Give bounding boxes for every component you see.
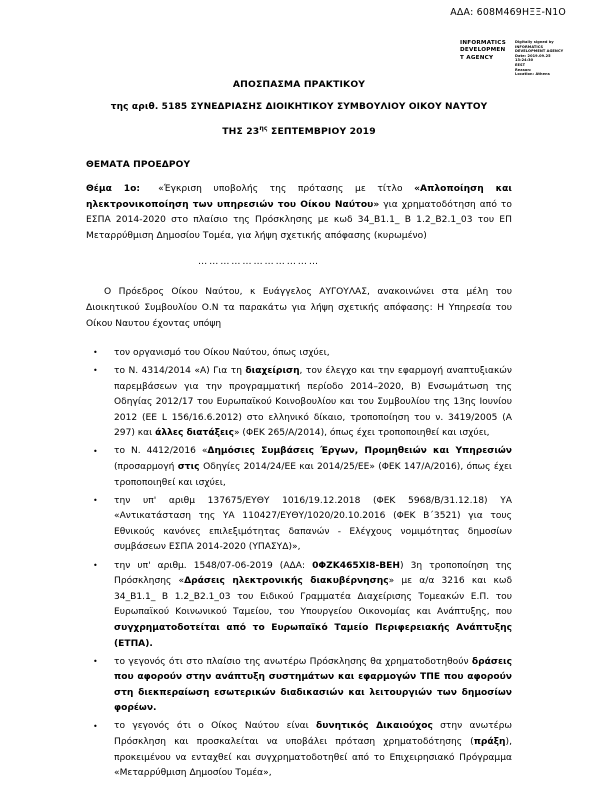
bullet-organismos	[86, 346, 512, 362]
list-item-text: » με α/α 3216 και κωδ 34_Β1.1_ Β 1.2_Β2.1_03 του Ειδικού Γραμματέα Διαχείρισης Τομεακών Ε.Π. του Ευρωπαϊκού Κοινωνικού Ταμείου, του Υπουργείου Οικονομίας και Ανάπτυξης, που	[114, 576, 513, 618]
document-body	[86, 74, 512, 784]
signature-line-6: Reason:	[515, 67, 532, 72]
list-item-text: το Ν. 4314/2014 «Α) Για τη	[114, 365, 246, 376]
topic-separator-dots: ……………………………	[198, 256, 320, 268]
list-item-emphasis: άλλες διατάξεις	[155, 428, 234, 439]
document-subtitle-session: της αριθ. 5185 ΣΥΝΕΔΡΙΑΣΗΣ ΔΙΟΙΚΗΤΙΚΟΥ ΣΥΜΒΟΥΛΙΟΥ ΟΙΚΟΥ ΝΑΥΤΟΥ	[110, 102, 488, 112]
list-item-emphasis: δράσεις που αφορούν στην ανάπτυξη συστημάτων και εφαρμογών ΤΠΕ που αφορούν στη διεκπεραίωση εσωτερικών διαδικασιών και λειτουργιών των δημοσίων φορέων.	[114, 656, 512, 714]
agency-name-line-2: DEVELOPMEN	[460, 47, 506, 54]
ada-protocol-stamp: ΑΔΑ: 608Μ469ΗΞΞ-Ν1Ο	[450, 7, 566, 18]
topic-text-part2: για χρηματοδότηση από το ΕΣΠΑ 2014-2020 στο πλαίσιο της Πρόσκλησης με κωδ 34_Β1.1_ Β 1.2_Β2.1_03 του ΕΠ Μεταρρύθμιση Δημοσίου Τομέα, για λήψη σχετικής απόφασης (κυρωμένο)	[86, 199, 512, 241]
bullet-gegonos-plaisio	[86, 655, 512, 717]
list-item-text: » (ΦΕΚ 265/Α/2014), όπως έχει τροποποιηθεί και ισχύει,	[233, 428, 490, 439]
signature-line-5: EEST	[515, 62, 526, 67]
list-item-text: το γεγονός ότι ο Οίκος Ναύτου είναι	[114, 721, 317, 732]
list-item-text: Οδηγίες 2014/24/ΕΕ και 2014/25/ΕΕ» (ΦΕΚ 147/Α/2016), όπως έχει τροποποιηθεί και ισχύει,	[114, 461, 512, 488]
list-item-emphasis: πράξη	[473, 737, 506, 748]
list-item-text: , τον έλεγχο και την εφαρμογή αναπτυξιακών παρεμβάσεων για την προγραμματική περίοδο 2014–2020, Β) Ενσωμάτωση της Οδηγίας 2012/17 του Ευρωπαϊκού Κοινοβουλίου και του Συμβουλίου της 13ης Ιουνίου 2012 (ΕΕ L 156/16.6.2012) στο ελληνικό δίκαιο, τροποποίηση του ν. 3419/2005 (Α 297) και	[114, 365, 512, 439]
date-ordinal-suffix: ης	[259, 125, 268, 132]
bullet-gegonos-dikaiouxos	[86, 719, 512, 781]
signature-line-7: Location: Athens	[515, 72, 550, 77]
list-item-emphasis: διαχείριση	[245, 365, 300, 376]
agency-name-line-3: T AGENCY	[460, 54, 494, 61]
document-title: ΑΠΟΣΠΑΣΜΑ ΠΡΑΚΤΙΚΟΥ	[232, 79, 366, 90]
date-prefix: ΤΗΣ 23	[222, 126, 260, 138]
agency-name	[460, 40, 512, 62]
list-item-emphasis: δυνητικός Δικαιούχος	[316, 721, 433, 732]
bullet-n4314	[86, 364, 512, 442]
topic-label: Θέμα 1ο:	[86, 184, 141, 195]
topic-title-bold: «Απλοποίηση και ηλεκτρονικοποίηση των υπηρεσιών του Οίκου Ναύτου»	[86, 184, 513, 210]
list-item-emphasis: 0ΦΖΚ465ΧΙ8-ΒΕΗ	[312, 560, 401, 571]
bullet-n4412	[86, 444, 512, 491]
document-subtitle-date	[86, 118, 512, 143]
list-item-text: ), προκειμένου να ενταχθεί και συγχρηματοδοτηθεί από το Επιχειρησιακό Πρόγραμμα «Μεταρρύθμιση Δημοσίου Τομέα»,	[114, 737, 512, 779]
signature-line-2: INFORMATICS	[515, 44, 544, 49]
president-paragraph-text: Ο Πρόεδρος Οίκου Ναύτου, κ Ευάγγελος ΑΥΓΟΥΛΑΣ, ανακοινώνει στα μέλη του Διοικητικού Συμβουλίου Ο.Ν τα παρακάτω για λήψη σχετικής απόφασης: Η Υπηρεσία του Οίκου Ναυτου έχοντας υπόψη	[86, 287, 512, 330]
agency-name-line-1: INFORMATICS	[460, 40, 506, 46]
bullet-ya137675	[86, 494, 512, 556]
list-item-text: την υπ' αριθμ. 1548/07-06-2019 (ΑΔΑ:	[114, 560, 313, 571]
list-item-emphasis: συγχρηματοδοτείται από το Ευρωπαϊκό Ταμείο Περιφερειακής Ανάπτυξης (ΕΤΠΑ).	[114, 622, 512, 649]
list-item-text: το γεγονός ότι στο πλαίσιο της ανωτέρω Πρόσκλησης θα χρηματοδοτηθούν	[114, 656, 472, 667]
signature-line-1: Digitally signed by	[515, 40, 554, 44]
section-heading-presidency-topics: ΘΕΜΑΤΑ ΠΡΟΕΔΡΟΥ	[86, 160, 191, 171]
list-item-emphasis: Δράσεις ηλεκτρονικής διακυβέρνησης	[184, 576, 389, 587]
list-item-text: στην ανωτέρω Πρόσκληση και προσκαλείται να υποβάλει πρόταση χρηματοδότησης (	[114, 721, 512, 748]
list-item-emphasis: στις	[177, 461, 204, 472]
topic-paragraph	[86, 182, 512, 244]
date-suffix: ΣΕΠΤΕΜΒΡΙΟΥ 2019	[267, 126, 376, 138]
bullet-prosklisi1548	[86, 559, 512, 653]
list-item-emphasis: Δημόσιες Συμβάσεις Έργων, Προμηθειών και Υπηρεσιών	[207, 446, 513, 457]
informatics-development-agency-seal	[460, 40, 572, 77]
topic-text-part1: «Έγκριση υποβολής της πρότασης με τίτλο	[158, 184, 415, 195]
digital-signature-details	[515, 40, 569, 77]
list-item-text: το Ν. 4412/2016 «	[114, 446, 208, 457]
list-item-text: τον οργανισμό του Οίκου Ναύτου, όπως ισχύει,	[114, 347, 330, 358]
list-item-text: (προσαρμογή	[114, 461, 178, 472]
signature-line-4: Date: 2019.09.25 13:24:30	[515, 53, 551, 63]
president-announcement-paragraph	[86, 285, 512, 332]
considerations-list	[86, 346, 512, 782]
signature-line-3: DEVELOPMENT AGENCY	[515, 49, 564, 54]
list-item-text: ) 3η τροποποίηση της Πρόσκλησης «	[114, 560, 513, 587]
list-item-text: την υπ' αριθμ 137675/ΕΥΘΥ 1016/19.12.2018 (ΦΕΚ 5968/Β/31.12.18) ΥΑ «Αντικατάσταση της ΥΑ 110427/ΕΥΘΥ/1020/20.10.2016 (ΦΕΚ Β΄3521) για τους Εθνικούς κανόνες επιλεξιμότητας δαπανών - Ελέγχους νομιμότητας δημοσίων συμβάσεων ΕΣΠΑ 2014-2020 (ΥΠΑΣΥΔ)»,	[114, 495, 512, 553]
